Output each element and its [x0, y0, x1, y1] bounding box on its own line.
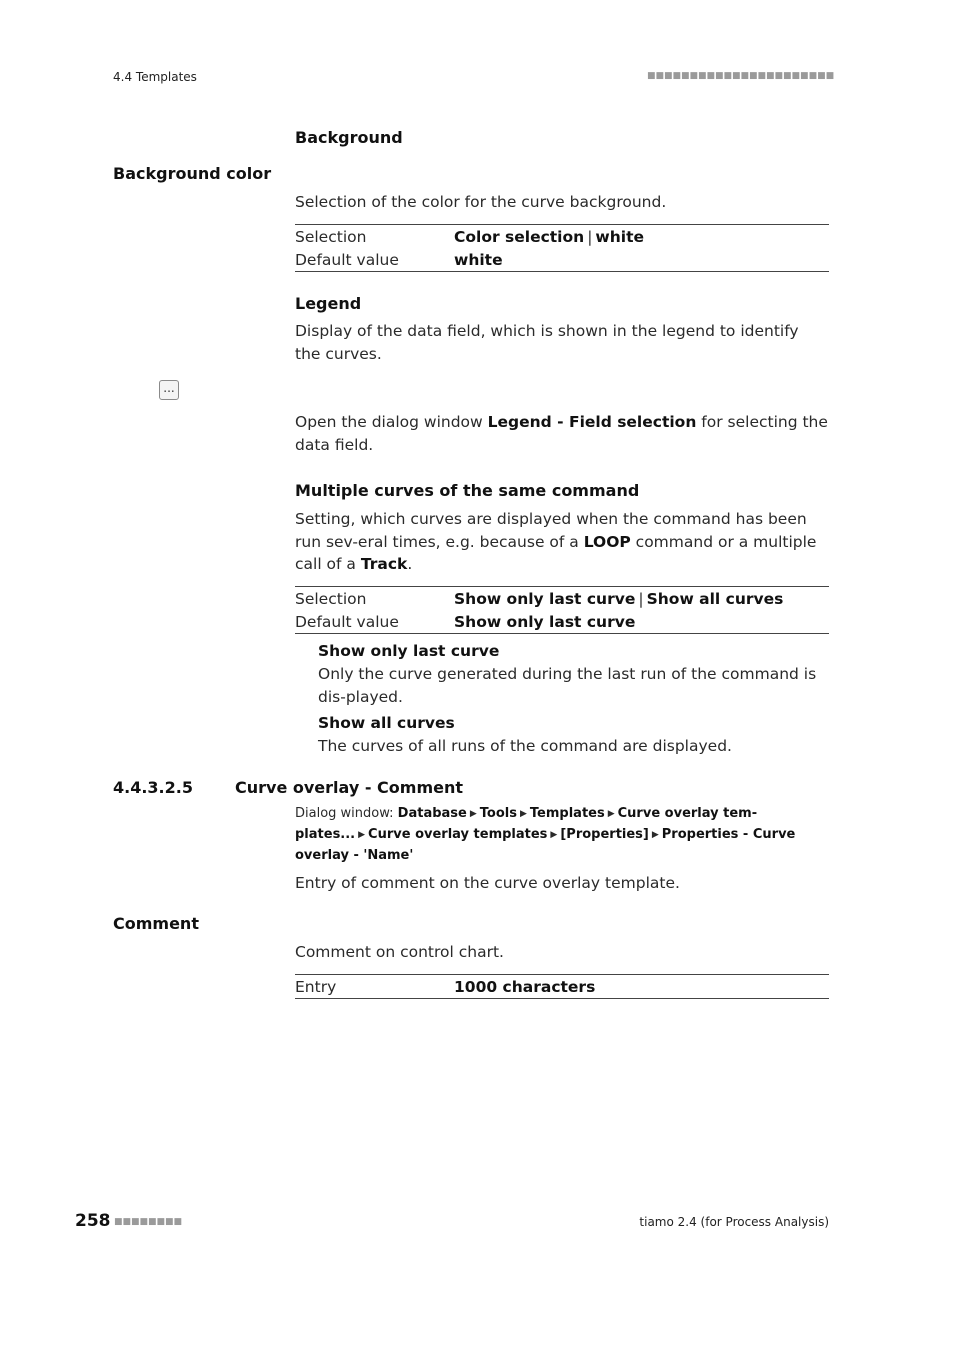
desc-part: command or a multiple call of a	[295, 532, 817, 573]
option-text-show-all-curves: The curves of all runs of the command are displayed.	[318, 737, 732, 755]
option-separator: |	[587, 227, 593, 246]
desc-part: Setting, which curves are displayed when the command has been run sev-eral times, e.g. because of a	[295, 510, 807, 551]
legend-description: Display of the data field, which is shown in the legend to identify the curves.	[295, 322, 799, 363]
running-header-section: 4.4 Templates	[113, 70, 197, 84]
path-item: Properties - Curve overlay - 'Name'	[295, 827, 796, 863]
curve-overlay-comment-description: Entry of comment on the curve overlay template.	[295, 874, 680, 892]
option-text-show-only-last-curve: Only the curve generated during the last run of the command is dis-played.	[318, 665, 817, 706]
background-color-param-table	[295, 224, 829, 272]
desc-part: .	[407, 555, 413, 573]
multiple-curves-description	[295, 508, 830, 576]
path-arrow-icon: ▶	[469, 809, 477, 819]
path-arrow-icon: ▶	[651, 830, 659, 840]
path-item: Curve overlay templates	[368, 827, 548, 842]
legend-heading: Legend	[295, 294, 362, 313]
path-item: Database	[397, 806, 467, 821]
default-value: white	[454, 250, 503, 269]
selection-options	[454, 587, 829, 611]
dialog-window-path	[295, 804, 830, 865]
path-arrow-icon: ▶	[607, 809, 615, 819]
comment-param-table	[295, 974, 829, 999]
option-title-show-only-last-curve: Show only last curve	[318, 642, 500, 660]
option-show-all-curves: Show all curves	[646, 589, 784, 608]
section-title: Curve overlay - Comment	[235, 778, 464, 797]
open-text-after: for selecting the data field.	[295, 413, 828, 454]
background-heading: Background	[295, 128, 403, 147]
table-row	[295, 248, 829, 272]
track-keyword: Track	[360, 555, 408, 573]
option-title-show-all-curves: Show all curves	[318, 714, 455, 732]
default-value-label: Default value	[295, 250, 399, 269]
multiple-curves-heading: Multiple curves of the same command	[295, 481, 640, 500]
loop-keyword: LOOP	[583, 532, 631, 551]
legend-open-dialog-text	[295, 411, 835, 456]
dialog-label: Dialog window:	[295, 806, 398, 821]
background-color-description: Selection of the color for the curve background.	[295, 193, 667, 211]
option-show-only-last-curve: Show only last curve	[454, 589, 636, 608]
path-arrow-icon: ▶	[519, 809, 527, 819]
path-item: Tools	[479, 806, 517, 821]
ellipsis-button-icon: ...	[159, 380, 179, 400]
open-text-before: Open the dialog window	[295, 413, 488, 431]
table-row	[295, 610, 829, 634]
default-value: Show only last curve	[454, 612, 636, 631]
header-decoration-dots: ■■■■■■■■■■■■■■■■■■■■■■	[647, 71, 835, 81]
option-separator: |	[638, 589, 644, 608]
background-color-param-title: Background color	[113, 164, 272, 183]
page-number: 258	[75, 1211, 111, 1231]
option-color-selection: Color selection	[454, 227, 585, 246]
comment-param-description: Comment on control chart.	[295, 943, 504, 961]
entry-value: 1000 characters	[454, 977, 596, 996]
section-number: 4.4.3.2.5	[113, 778, 193, 797]
comment-param-title: Comment	[113, 914, 199, 933]
entry-label: Entry	[295, 977, 337, 996]
path-item: Curve overlay tem-plates...	[295, 806, 758, 842]
table-row	[295, 225, 829, 249]
multiple-curves-param-table	[295, 586, 829, 634]
footer-decoration-dots: ■■■■■■■■	[114, 1217, 183, 1227]
selection-label: Selection	[295, 589, 367, 608]
legend-field-selection-dialog-name: Legend - Field selection	[487, 413, 697, 431]
path-arrow-icon: ▶	[358, 830, 366, 840]
table-row	[295, 975, 829, 999]
option-white: white	[595, 227, 645, 246]
path-item: [Properties]	[560, 827, 649, 842]
path-item: Templates	[529, 806, 605, 821]
path-arrow-icon: ▶	[550, 830, 558, 840]
selection-label: Selection	[295, 227, 367, 246]
table-row	[295, 587, 829, 611]
default-value-label: Default value	[295, 612, 399, 631]
footer-product-name: tiamo 2.4 (for Process Analysis)	[639, 1215, 829, 1229]
selection-options	[454, 225, 829, 249]
